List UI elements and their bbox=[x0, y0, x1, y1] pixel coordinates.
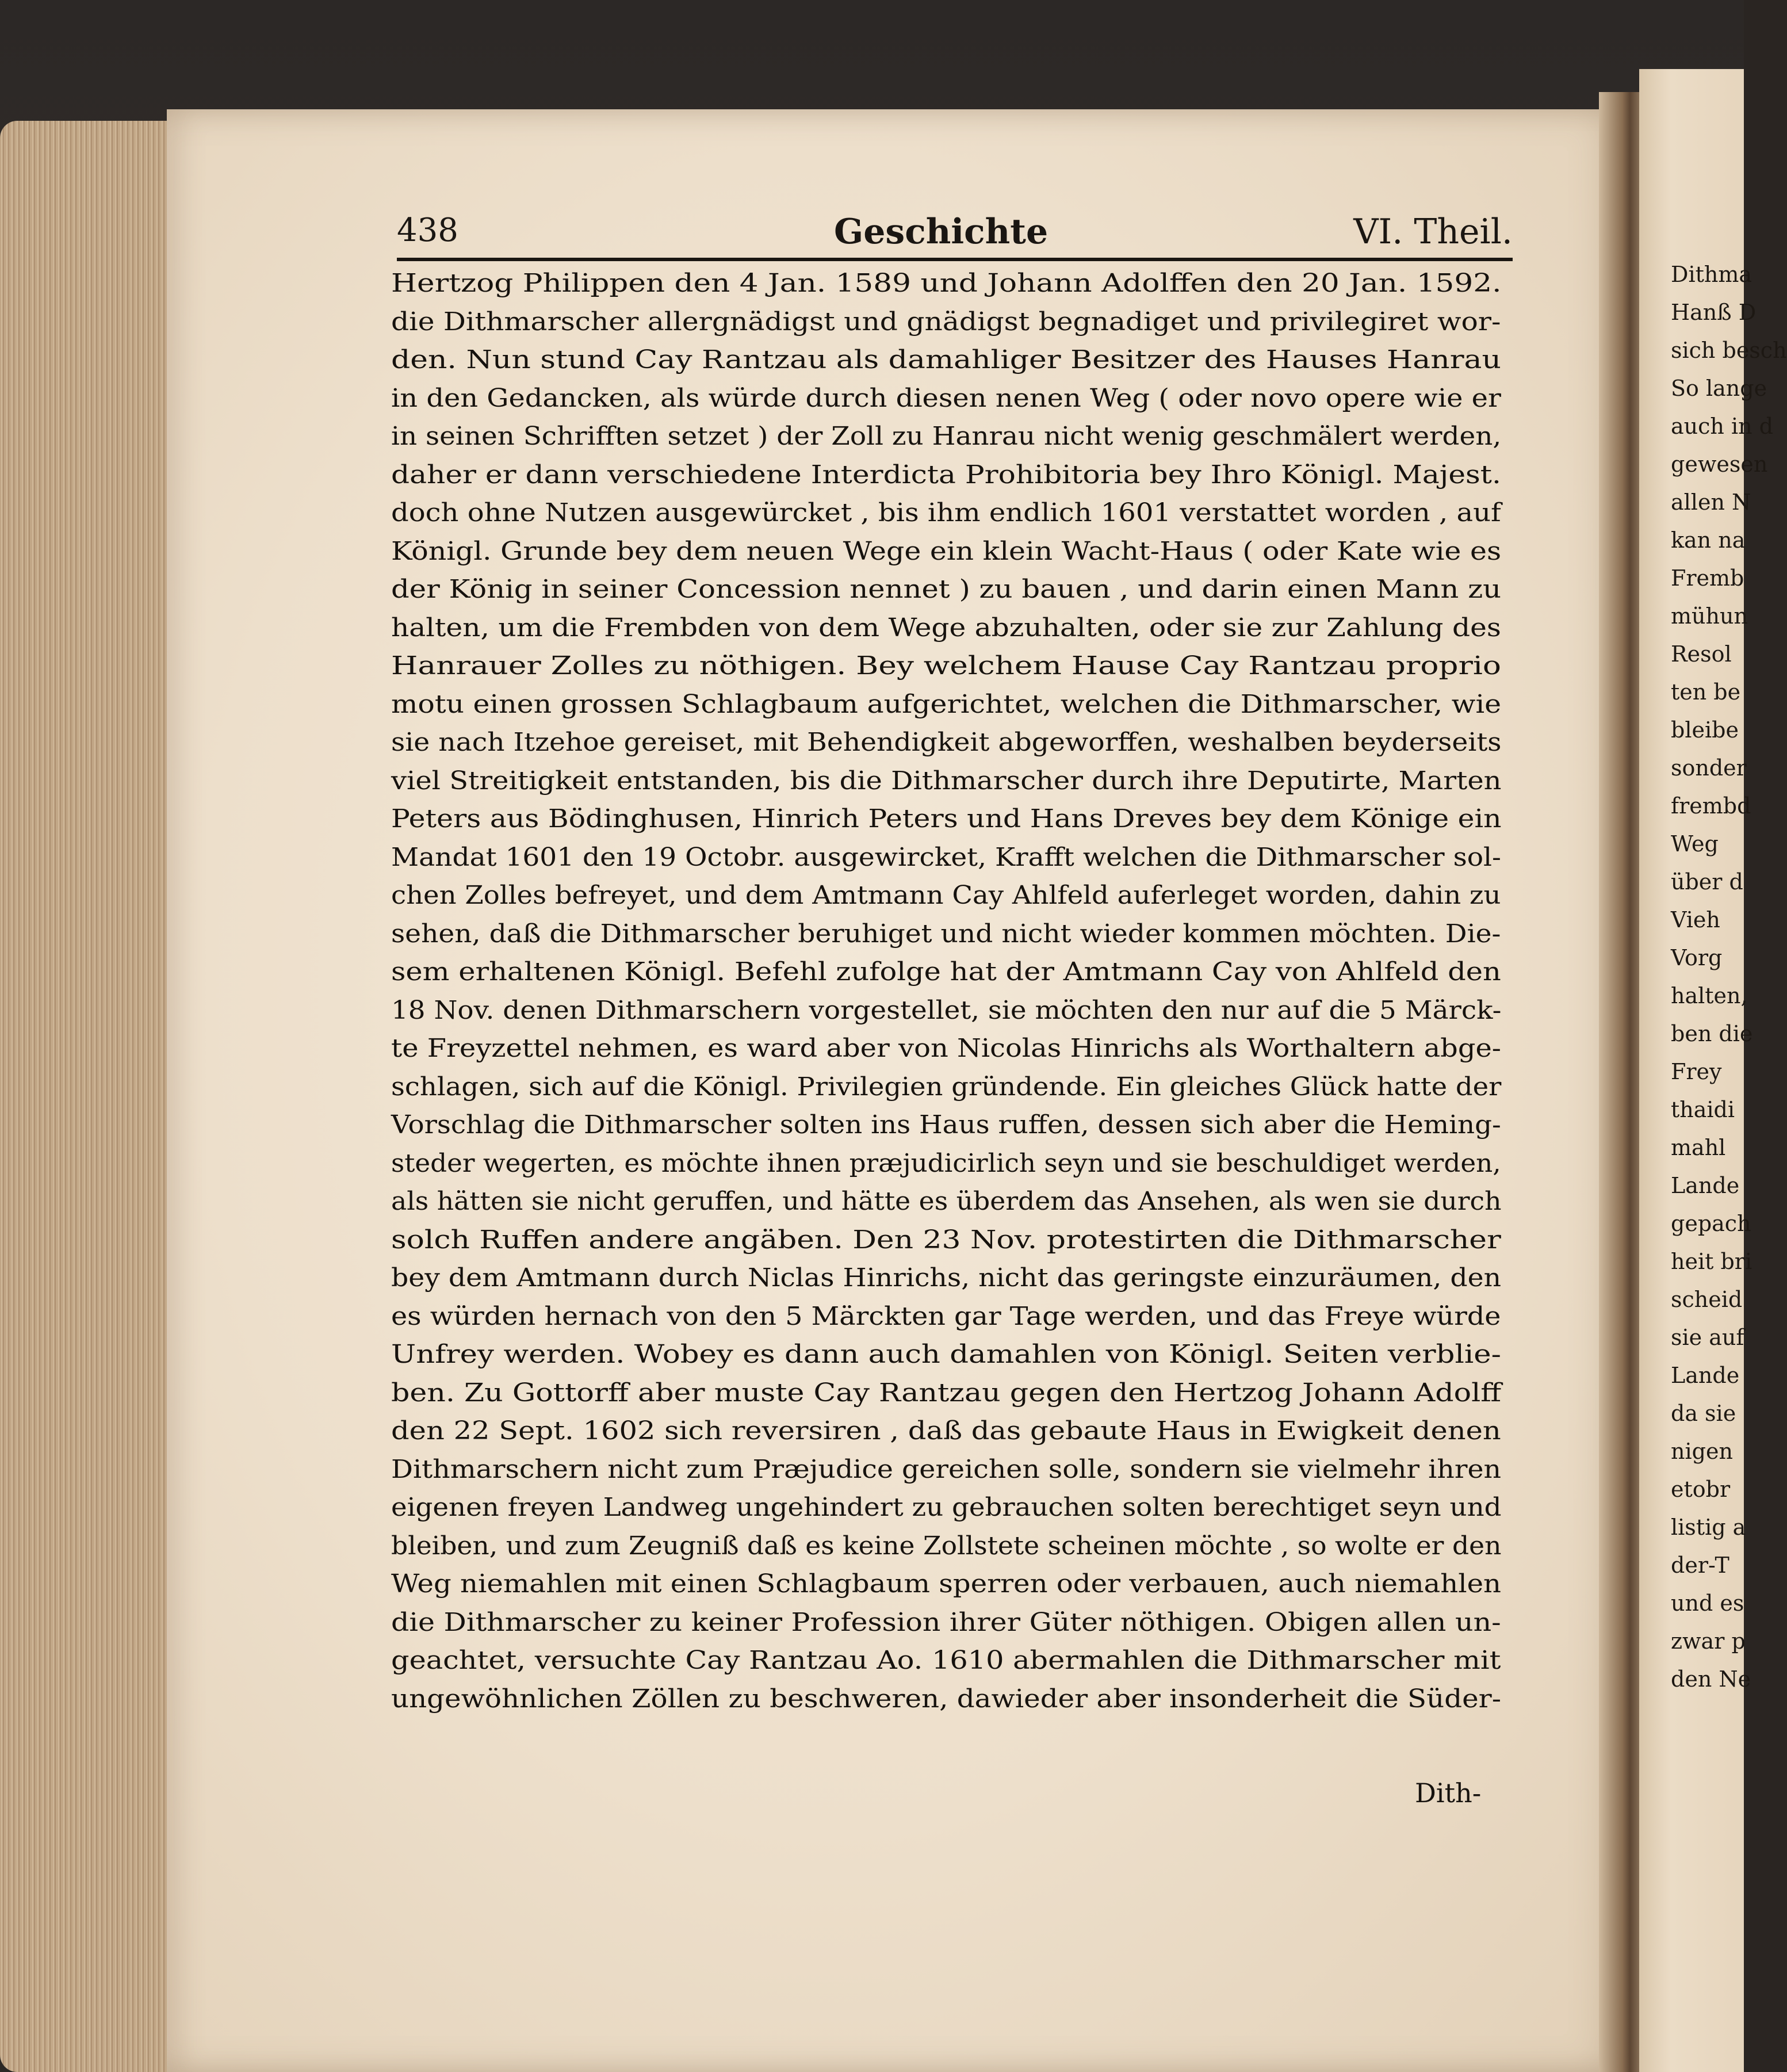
part-label: VI. Theil. bbox=[1353, 212, 1513, 252]
text-line: die Dithmarscher allergnädigst und gnädigst begnadiget und privilegiret wor- bbox=[391, 307, 1501, 337]
text-line: daher er dann verschiedene Interdicta Prohibitoria bey Ihro Königl. Majest. bbox=[391, 460, 1501, 490]
text-line: sem erhaltenen Königl. Befehl zufolge hat der Amtmann Cay von Ahlfeld den bbox=[391, 957, 1501, 987]
next-page-fragment: zwar p bbox=[1671, 1628, 1746, 1654]
next-page-fragment: frembd bbox=[1671, 793, 1751, 819]
next-page-fragment: Resol bbox=[1671, 641, 1732, 667]
next-page-fragment: und es bbox=[1671, 1591, 1744, 1616]
next-page-fragment: mühun bbox=[1671, 603, 1748, 629]
text-line: steder wegerten, es möchte ihnen præjudicirlich seyn und sie beschuldiget werden, bbox=[391, 1148, 1501, 1178]
text-line: Königl. Grunde bey dem neuen Wege ein klein Wacht-Haus ( oder Kate wie es bbox=[391, 536, 1502, 566]
text-line: Vorschlag die Dithmarscher solten ins Haus ruffen, dessen sich aber die Heming- bbox=[391, 1110, 1501, 1140]
next-page-fragment: der-T bbox=[1671, 1553, 1729, 1578]
text-line: den 22 Sept. 1602 sich reversiren , daß das gebaute Haus in Ewigkeit denen bbox=[391, 1416, 1501, 1446]
next-page-fragment: Weg bbox=[1671, 831, 1719, 857]
text-line: halten, um die Frembden von dem Wege abzuhalten, oder sie zur Zahlung des bbox=[391, 613, 1501, 643]
text-line: sie nach Itzehoe gereiset, mit Behendigkeit abgeworffen, weshalben beyderseits bbox=[391, 728, 1502, 757]
next-page-fragment: Vorg bbox=[1671, 945, 1723, 970]
next-page-fragment: bleibe bbox=[1671, 717, 1739, 743]
text-line: Weg niemahlen mit einen Schlagbaum sperren oder verbauen, auch niemahlen bbox=[391, 1569, 1501, 1599]
next-page-fragment: den Ne bbox=[1671, 1666, 1751, 1692]
text-line: es würden hernach von den 5 Märckten gar Tage werden, und das Freye würde bbox=[391, 1301, 1501, 1331]
text-line: eigenen freyen Landweg ungehindert zu gebrauchen solten berechtiget seyn und bbox=[391, 1493, 1502, 1522]
page-number: 438 bbox=[397, 212, 458, 249]
text-line: der König in seiner Concession nennet ) zu bauen , und darin einen Mann zu bbox=[391, 575, 1502, 604]
text-line: bleiben, und zum Zeugniß daß es keine Zollstete scheinen möchte , so wolte er den bbox=[391, 1531, 1502, 1561]
next-page-fragment: So lange bbox=[1671, 376, 1767, 401]
next-page-fragment: allen N bbox=[1671, 490, 1751, 515]
text-line: sehen, daß die Dithmarscher beruhiget und nicht wieder kommen möchten. Die- bbox=[391, 919, 1501, 949]
next-page-fragment: Fremb bbox=[1671, 565, 1744, 591]
running-title: Geschichte bbox=[834, 212, 1049, 252]
text-line: bey dem Amtmann durch Niclas Hinrichs, nicht das geringste einzuräumen, den bbox=[391, 1263, 1502, 1293]
next-page-fragment: halten, bbox=[1671, 983, 1748, 1008]
text-line: schlagen, sich auf die Königl. Privilegien gründende. Ein gleiches Glück hatte der bbox=[391, 1072, 1502, 1102]
text-line: geachtet, versuchte Cay Rantzau Ao. 1610 abermahlen die Dithmarscher mit bbox=[391, 1646, 1501, 1675]
catchword: Dith- bbox=[1415, 1777, 1482, 1809]
next-page-fragment: sich besch bbox=[1671, 338, 1787, 363]
next-page-fragment: ben die bbox=[1671, 1021, 1753, 1046]
text-line: die Dithmarscher zu keiner Profession ihrer Güter nöthigen. Obigen allen un- bbox=[391, 1607, 1501, 1637]
text-line: Hanrauer Zolles zu nöthigen. Bey welchem Hause Cay Rantzau proprio bbox=[391, 651, 1501, 681]
next-page-fragment: listig a bbox=[1671, 1515, 1746, 1540]
text-line: motu einen grossen Schlagbaum aufgerichtet, welchen die Dithmarscher, wie bbox=[391, 689, 1502, 719]
next-page-fragment: Lande bbox=[1671, 1173, 1740, 1198]
next-page-fragment: auch in d bbox=[1671, 414, 1773, 439]
text-line: solch Ruffen andere angäben. Den 23 Nov. protestirten die Dithmarscher bbox=[391, 1225, 1501, 1255]
next-page-fragment: gewesen bbox=[1671, 452, 1768, 477]
text-line: Hertzog Philippen den 4 Jan. 1589 und Johann Adolffen den 20 Jan. 1592. bbox=[391, 269, 1502, 298]
next-page-fragment: nigen bbox=[1671, 1439, 1733, 1464]
text-line: doch ohne Nutzen ausgewürcket , bis ihm endlich 1601 verstattet worden , auf bbox=[391, 498, 1501, 527]
text-line: in den Gedancken, als würde durch diesen nenen Weg ( oder novo opere wie er bbox=[391, 383, 1501, 413]
text-line: als hätten sie nicht geruffen, und hätte es überdem das Ansehen, als wen sie durch bbox=[391, 1187, 1502, 1216]
text-line: Dithmarschern nicht zum Præjudice gereichen solle, sondern sie vielmehr ihren bbox=[391, 1454, 1502, 1484]
text-line: te Freyzettel nehmen, es ward aber von Nicolas Hinrichs als Worthaltern abge- bbox=[391, 1034, 1501, 1063]
next-page-fragment: ten be bbox=[1671, 679, 1741, 705]
body-text bbox=[391, 265, 1501, 1718]
next-page-fragment: Frey bbox=[1671, 1059, 1722, 1084]
next-page-fragment: kan na bbox=[1671, 527, 1746, 553]
text-line: Mandat 1601 den 19 Octobr. ausgewircket, Krafft welchen die Dithmarscher sol- bbox=[391, 842, 1501, 872]
next-page-fragment: Lande bbox=[1671, 1363, 1740, 1388]
text-line: viel Streitigkeit entstanden, bis die Dithmarscher durch ihre Deputirte, Marten bbox=[391, 766, 1502, 796]
page-edges bbox=[0, 121, 176, 2072]
next-page-fragment: sonder bbox=[1671, 755, 1747, 781]
next-page-fragment: scheid bbox=[1671, 1287, 1743, 1312]
next-page-fragment: thaidi bbox=[1671, 1097, 1735, 1122]
next-page-fragment: über d bbox=[1671, 869, 1743, 894]
next-page-fragment: mahl bbox=[1671, 1135, 1726, 1160]
next-page-fragment: sie auf bbox=[1671, 1325, 1744, 1350]
text-line: Peters aus Bödinghusen, Hinrich Peters und Hans Dreves bey dem Könige ein bbox=[391, 804, 1502, 834]
text-line: ungewöhnlichen Zöllen zu beschweren, dawieder aber insonderheit die Süder- bbox=[391, 1684, 1501, 1714]
next-page-fragment: Dithma bbox=[1671, 262, 1752, 287]
next-page-fragment: da sie bbox=[1671, 1401, 1736, 1426]
text-line: chen Zolles befreyet, und dem Amtmann Cay Ahlfeld auferleget worden, dahin zu bbox=[391, 881, 1501, 910]
next-page-fragment: Vieh bbox=[1671, 907, 1720, 932]
header-rule bbox=[397, 258, 1513, 261]
text-line: in seinen Schrifften setzet ) der Zoll zu Hanrau nicht wenig geschmälert werden, bbox=[391, 422, 1502, 451]
next-page-fragment: heit bri bbox=[1671, 1249, 1752, 1274]
next-page-fragment: gepach bbox=[1671, 1211, 1751, 1236]
next-page-fragment: Hanß D bbox=[1671, 300, 1757, 325]
next-page-fragment: etobr bbox=[1671, 1477, 1731, 1502]
text-line: Unfrey werden. Wobey es dann auch damahlen von Königl. Seiten verblie- bbox=[391, 1340, 1501, 1369]
text-line: den. Nun stund Cay Rantzau als damahliger Besitzer des Hauses Hanrau bbox=[391, 345, 1501, 374]
page-header bbox=[397, 212, 1513, 263]
text-line: 18 Nov. denen Dithmarschern vorgestellet, sie möchten den nur auf die 5 Märck- bbox=[391, 995, 1502, 1025]
text-line: ben. Zu Gottorff aber muste Cay Rantzau gegen den Hertzog Johann Adolff bbox=[391, 1378, 1502, 1408]
